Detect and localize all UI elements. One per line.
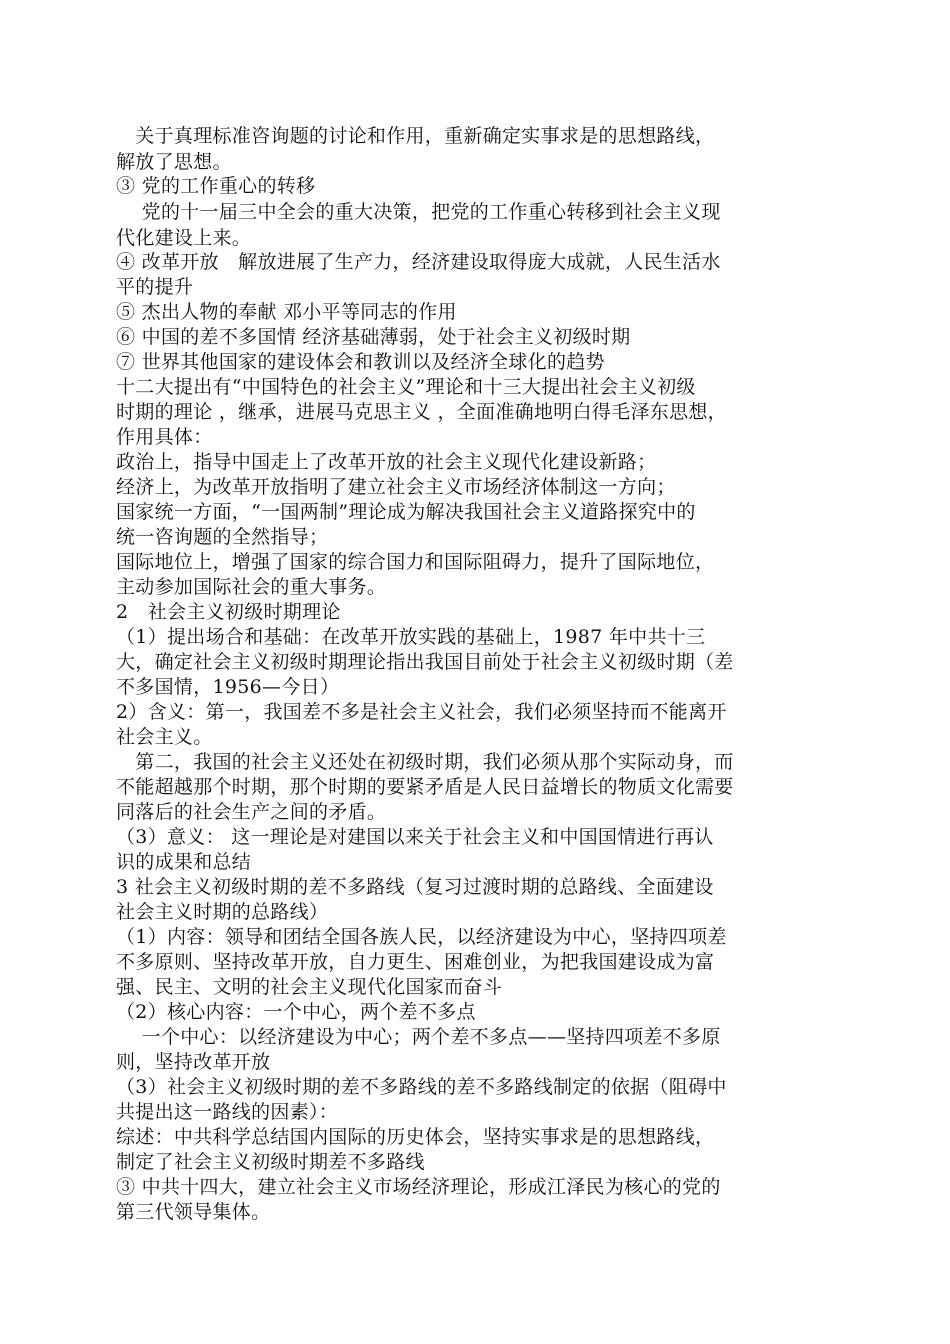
text-line: 主动参加国际社会的重大事务。	[116, 576, 387, 598]
text-line: 大，确定社会主义初级时期理论指出我国目前处于社会主义初级时期（差	[116, 651, 734, 673]
text-line: 制定了社会主义初级时期差不多路线	[116, 1151, 425, 1173]
text-line: 第三代领导集体。	[116, 1201, 271, 1223]
text-line: ⑦ 世界其他国家的建设体会和教训以及经济全球化的趋势	[116, 351, 605, 373]
text-line: 不多原则、坚持改革开放，自力更生、困难创业，为把我国建设成为富	[116, 951, 715, 973]
section-heading: 3 社会主义初级时期的差不多路线（复习过渡时期的总路线、全面建设	[116, 876, 714, 898]
text-line: 社会主义时期的总路线）	[116, 901, 329, 923]
text-line: 统一咨询题的全然指导；	[116, 526, 329, 548]
text-line: 平的提升	[116, 276, 194, 298]
text-line: ③ 中共十四大，建立社会主义市场经济理论，形成江泽民为核心的党的	[116, 1176, 721, 1198]
text-line: 不能超越那个时期，那个时期的要紧矛盾是人民日益增长的物质文化需要	[116, 776, 734, 798]
text-line: 社会主义。	[116, 726, 213, 748]
text-line: 经济上，为改革开放指明了建立社会主义市场经济体制这一方向；	[116, 476, 676, 498]
text-line: 时期的理论 ，继承，进展马克思主义 ，全面准确地明白得毛泽东思想，	[116, 401, 727, 423]
text-line: 十二大提出有“中国特色的社会主义”理论和十三大提出社会主义初级	[116, 376, 696, 398]
text-line: ④ 改革开放 解放进展了生产力，经济建设取得庞大成就，人民生活水	[116, 251, 721, 273]
text-line: 代化建设上来。	[116, 227, 252, 249]
text-line: 政治上，指导中国走上了改革开放的社会主义现代化建设新路；	[116, 451, 657, 473]
text-line: （1）内容：领导和团结全国各族人民，以经济建设为中心，坚持四项差	[116, 926, 727, 948]
text-line: （1）提出场合和基础：在改革开放实践的基础上，1987 年中共十三	[116, 626, 706, 648]
text-line: （2）核心内容：一个中心，两个差不多点	[116, 1001, 476, 1023]
text-line: 第二，我国的社会主义还处在初级时期，我们必须从那个实际动身，而	[116, 751, 734, 773]
text-line: （3）意义： 这一理论是对建国以来关于社会主义和中国国情进行再认	[116, 826, 714, 848]
text-line: 共提出这一路线的因素）：	[116, 1101, 339, 1123]
text-line: 同落后的社会生产之间的矛盾。	[116, 801, 387, 823]
text-line: ③ 党的工作重心的转移	[116, 175, 316, 197]
text-line: ⑥ 中国的差不多国情 经济基础薄弱，处于社会主义初级时期	[116, 326, 631, 348]
text-line: 国家统一方面，“一国两制”理论成为解决我国社会主义道路探究中的	[116, 501, 696, 523]
text-line: 不多国情，1956—今日）	[116, 676, 340, 698]
text-line: 解放了思想。	[116, 151, 232, 173]
text-line: 综述：中共科学总结国内国际的历史体会，坚持实事求是的思想路线，	[116, 1126, 715, 1148]
text-line: （3）社会主义初级时期的差不多路线的差不多路线制定的依据（阻碍中	[116, 1076, 727, 1098]
text-line: 一个中心：以经济建设为中心；两个差不多点——坚持四项差不多原	[116, 1026, 721, 1048]
text-line: 国际地位上，增强了国家的综合国力和国际阻碍力，提升了国际地位，	[116, 551, 715, 573]
text-line: 则，坚持改革开放	[116, 1051, 271, 1073]
text-line: 2）含义：第一，我国差不多是社会主义社会，我们必须坚持而不能离开	[116, 701, 727, 723]
text-line: 强、民主、文明的社会主义现代化国家而奋斗	[116, 976, 503, 998]
text-line: 作用具体：	[116, 426, 213, 448]
text-line: 关于真理标准咨询题的讨论和作用，重新确定实事求是的思想路线，	[116, 125, 715, 147]
text-line: 识的成果和总结	[116, 851, 252, 873]
text-line: ⑤ 杰出人物的奉献 邓小平等同志的作用	[116, 301, 457, 323]
text-line: 党的十一届三中全会的重大决策，把党的工作重心转移到社会主义现	[116, 201, 721, 223]
section-heading: 2 社会主义初级时期理论	[116, 601, 341, 623]
